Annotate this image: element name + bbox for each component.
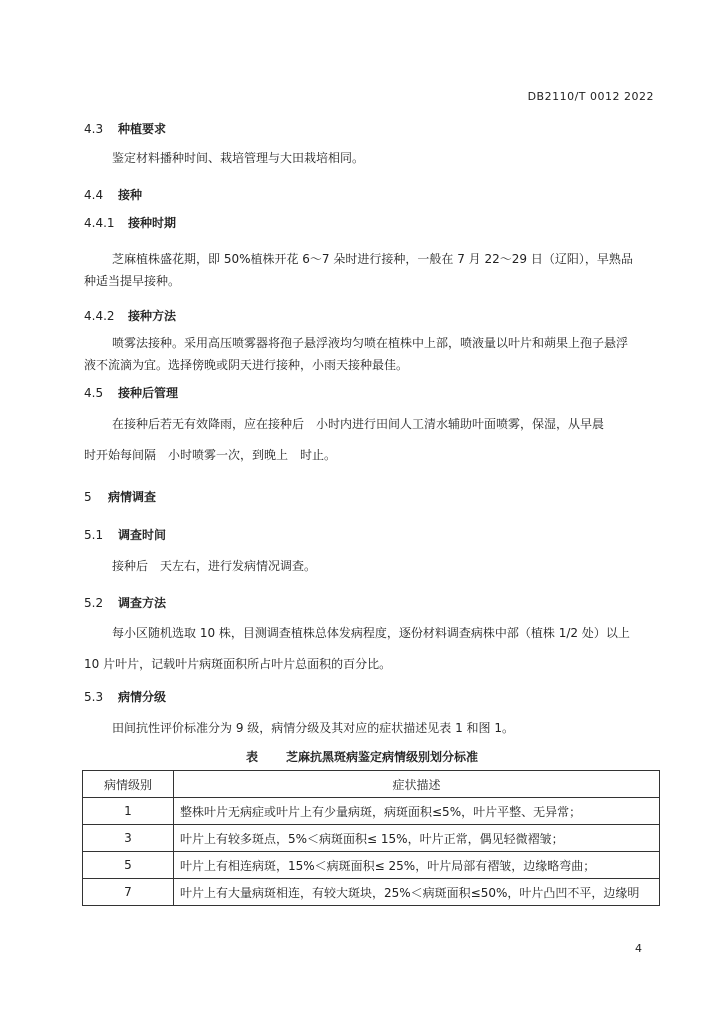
paragraph-4-5-line2: 时开始每间隔 小时喷雾一次，到晚上 时止。 [84,448,337,462]
paragraph-5-2-line1: 每小区随机选取 10 株，目测调查植株总体发病程度，逐份材料调查病株中部（植株 1/2 处）以上 [112,626,630,640]
section-number: 4.3 [84,122,104,136]
document-id: DB2110/T 0012 2022 [527,90,654,103]
description-cell: 叶片上有较多斑点，5%＜病斑面积≤ 15%，叶片正常，偶见轻微褶皱； [174,825,660,852]
header-description: 症状描述 [174,771,660,798]
paragraph-5-3: 田间抗性评价标准分为 9 级，病情分级及其对应的症状描述见表 1 和图 1。 [112,721,514,735]
table-row [83,798,660,825]
heading-5-1: 5.1 调查时间 [84,528,167,542]
table-row [83,852,660,879]
level-cell: 7 [83,879,174,906]
paragraph-4-5-line1: 在接种后若无有效降雨，应在接种后 小时内进行田间人工清水辅助叶面喷雾，保湿，从早晨 [112,417,605,431]
page-number: 4 [635,942,642,955]
heading-5-2: 5.2 调查方法 [84,596,167,610]
table-row [83,879,660,906]
table-header-row [83,771,660,798]
heading-4-5: 4.5 接种后管理 [84,386,179,400]
paragraph-4-4-2-line1: 喷雾法接种。采用高压喷雾器将孢子悬浮液均匀喷在植株中上部，喷液量以叶片和蒴果上孢子悬浮 [112,336,629,350]
level-cell: 3 [83,825,174,852]
paragraph-4-3: 鉴定材料播种时间、栽培管理与大田栽培相同。 [112,151,365,165]
heading-5-3: 5.3 病情分级 [84,690,167,704]
level-cell: 1 [83,798,174,825]
table-row [83,825,660,852]
paragraph-5-1: 接种后 天左右，进行发病情况调查。 [112,559,317,573]
description-cell: 叶片上有大量病斑相连，有较大斑块，25%＜病斑面积≤50%，叶片凸凹不平，边缘明 [174,879,660,906]
paragraph-4-4-2-line2: 液不流滴为宜。选择傍晚或阴天进行接种，小雨天接种最佳。 [84,358,409,372]
description-cell: 叶片上有相连病斑，15%＜病斑面积≤ 25%，叶片局部有褶皱，边缘略弯曲； [174,852,660,879]
paragraph-5-2-line2: 10 片叶片，记载叶片病斑面积所占叶片总面积的百分比。 [84,657,392,671]
heading-5: 5 病情调查 [84,490,157,504]
heading-4-4-2: 4.4.2 接种方法 [84,309,177,323]
table-title: 芝麻抗黑斑病鉴定病情级别划分标准 [286,750,479,764]
heading-4-3 [84,120,166,137]
paragraph-4-4-1-line2: 种适当提早接种。 [84,274,181,288]
description-cell: 整株叶片无病症或叶片上有少量病斑，病斑面积≤5%，叶片平整、无异常； [174,798,660,825]
paragraph-4-4-1-line1: 芝麻植株盛花期，即 50%植株开花 6～7 朵时进行接种，一般在 7 月 22～29 日（辽阳），早熟品 [112,252,633,266]
table-caption [0,748,724,765]
severity-table [82,770,660,906]
heading-4-4: 4.4 接种 [84,188,143,202]
section-title: 种植要求 [118,122,167,136]
header-level: 病情级别 [83,771,174,798]
level-cell: 5 [83,852,174,879]
heading-4-4-1: 4.4.1 接种时期 [84,216,177,230]
table-label: 表 [245,750,258,764]
